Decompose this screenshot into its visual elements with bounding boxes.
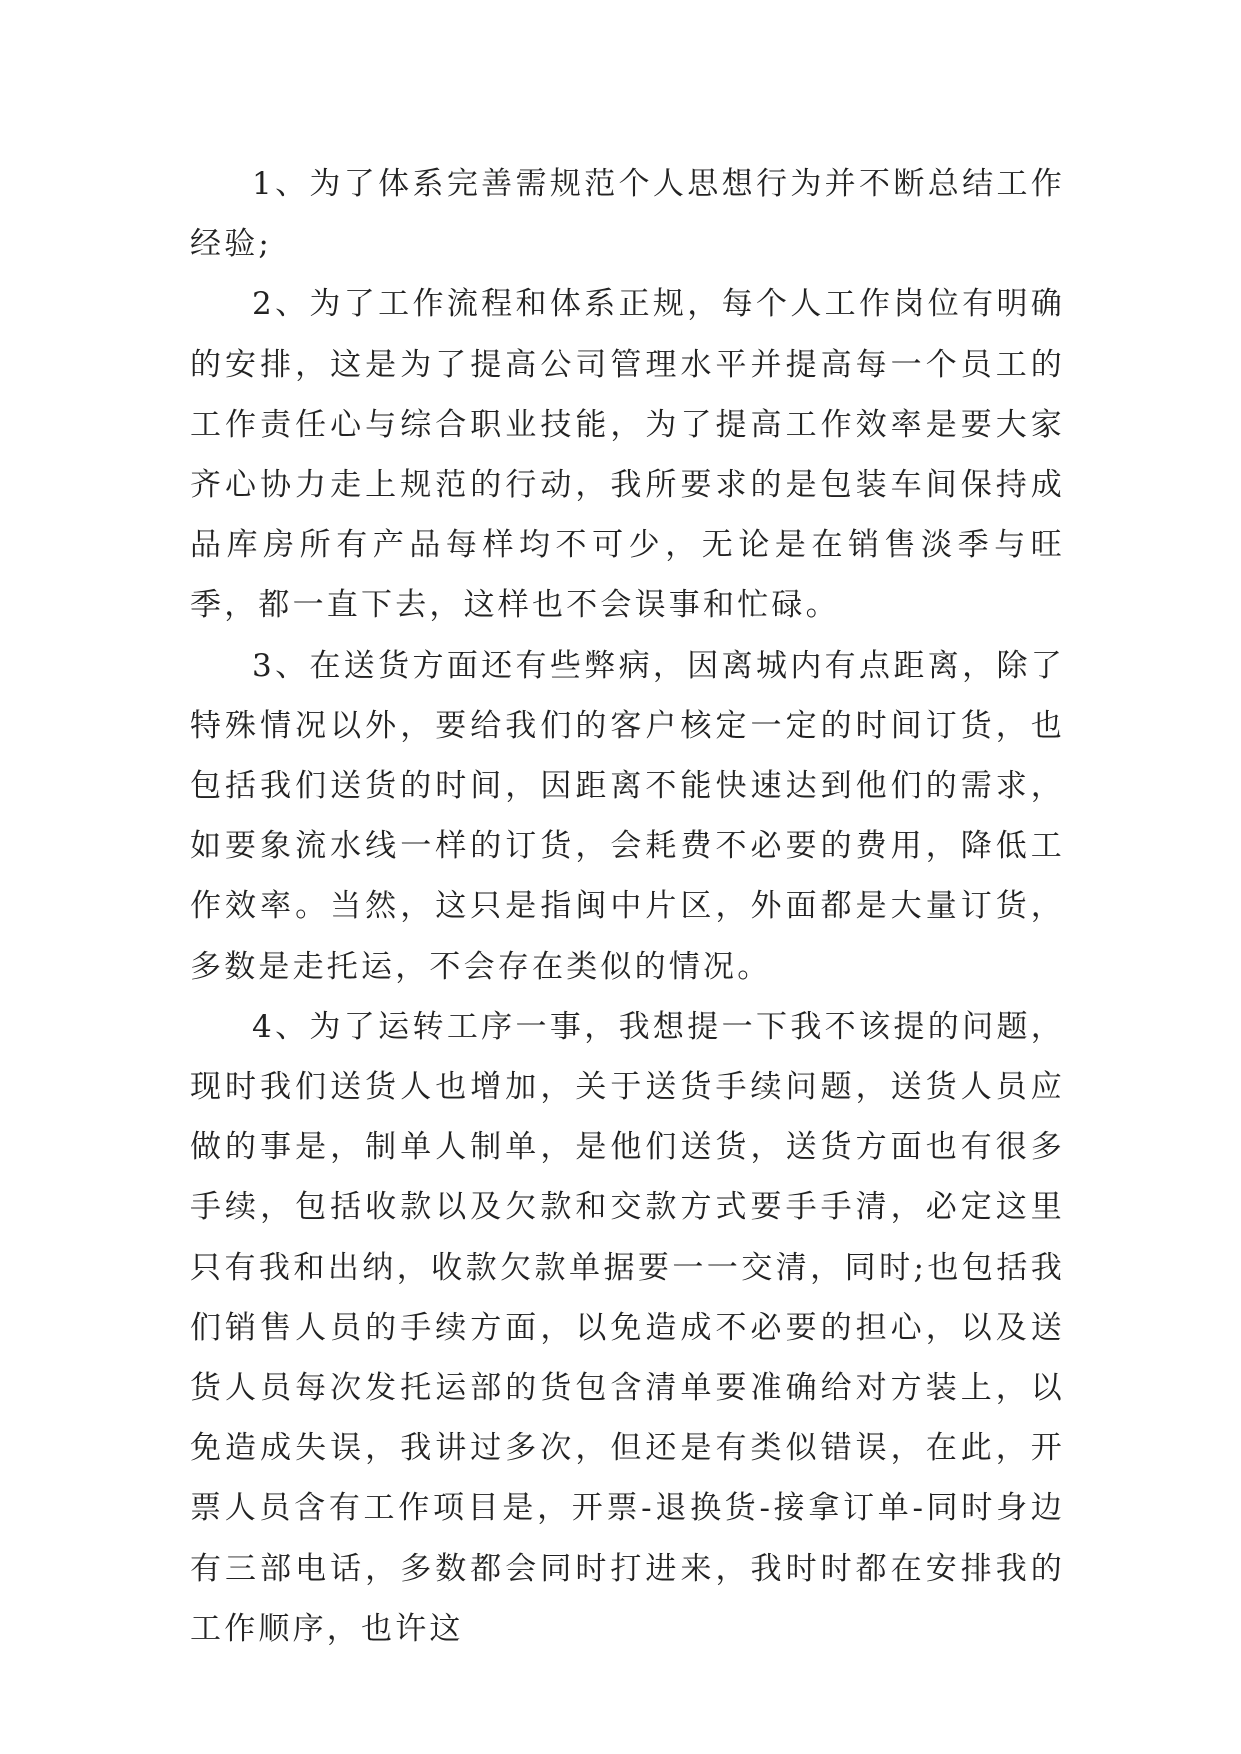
- document-body: [190, 154, 1065, 1659]
- paragraph-4: 4、为了运转工序一事，我想提一下我不该提的问题，现时我们送货人也增加，关于送货手续问题，送货人员应做的事是，制单人制单，是他们送货，送货方面也有很多手续，包括收款以及欠款和交款方式要手手清，必定这里只有我和出纳，收款欠款单据要一一交清，同时;也包括我们销售人员的手续方面，以免造成不必要的担心，以及送货人员每次发托运部的货包含清单要准确给对方装上，以免造成失误，我讲过多次，但还是有类似错误，在此，开票人员含有工作项目是，开票-退换货-接拿订单-同时身边有三部电话，多数都会同时打进来，我时时都在安排我的工作顺序，也许这: [190, 1008, 1065, 1647]
- paragraph-2: 2、为了工作流程和体系正规，每个人工作岗位有明确的安排，这是为了提高公司管理水平并提高每一个员工的工作责任心与综合职业技能，为了提高工作效率是要大家齐心协力走上规范的行动，我所要求的是包装车间保持成品库房所有产品每样均不可少，无论是在销售淡季与旺季，都一直下去，这样也不会误事和忙碌。: [190, 286, 1065, 624]
- paragraph-3: 3、在送货方面还有些弊病，因离城内有点距离，除了特殊情况以外，要给我们的客户核定一定的时间订货，也包括我们送货的时间，因距离不能快速达到他们的需求，如要象流水线一样的订货，会耗费不必要的费用，降低工作效率。当然，这只是指闽中片区，外面都是大量订货，多数是走托运，不会存在类似的情况。: [190, 647, 1065, 985]
- paragraph-1: 1、为了体系完善需规范个人思想行为并不断总结工作经验;: [190, 166, 1065, 263]
